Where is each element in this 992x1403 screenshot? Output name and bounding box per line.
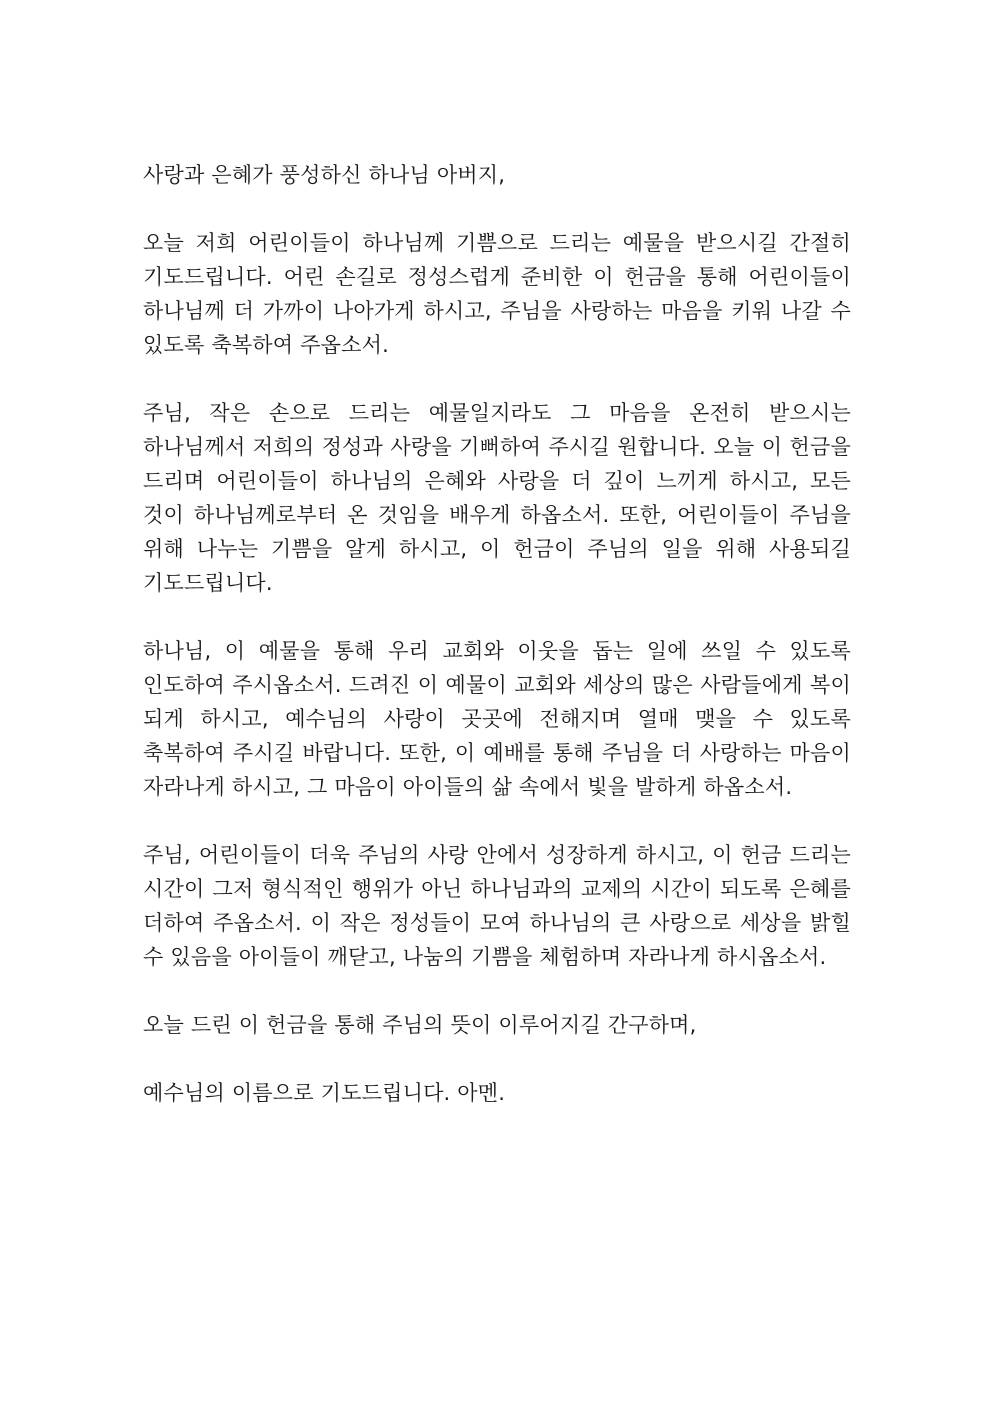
prayer-text-body <box>143 158 851 1144</box>
paragraph-offering-request: 오늘 저희 어린이들이 하나님께 기쁨으로 드리는 예물을 받으시길 간절히 기도드립니다. 어린 손길로 정성스럽게 준비한 이 헌금을 통해 어린이들이 하나님께 더 가까이 나아가게 하시고, 주님을 사랑하는 마음을 키워 나갈 수 있도록 축복하여 주옵소서. <box>143 231 851 357</box>
paragraph-church-neighbors: 하나님, 이 예물을 통해 우리 교회와 이웃을 돕는 일에 쓰일 수 있도록 인도하여 주시옵소서. 드려진 이 예물이 교회와 세상의 많은 사람들에게 복이 되게 하시고, 예수님의 사랑이 곳곳에 전해지며 열매 맺을 수 있도록 축복하여 주시길 바랍니다. 또한, 이 예배를 통해 주님을 더 사랑하는 마음이 자라나게 하시고, 그 마음이 아이들의 삶 속에서 빛을 발하게 하옵소서. <box>143 639 851 799</box>
paragraph-closing-amen: 예수님의 이름으로 기도드립니다. 아멘. <box>143 1081 506 1105</box>
paragraph-supplication: 오늘 드린 이 헌금을 통해 주님의 뜻이 이루어지길 간구하며, <box>143 1013 697 1037</box>
paragraph-small-hands: 주님, 작은 손으로 드리는 예물일지라도 그 마음을 온전히 받으시는 하나님께서 저희의 정성과 사랑을 기뻐하여 주시길 원합니다. 오늘 이 헌금을 드리며 어린이들이 하나님의 은혜와 사랑을 더 깊이 느끼게 하시고, 모든 것이 하나님께로부터 온 것임을 배우게 하옵소서. 또한, 어린이들이 주님을 위해 나누는 기쁨을 알게 하시고, 이 헌금이 주님의 일을 위해 사용되길 기도드립니다. <box>143 401 851 595</box>
paragraph-salutation: 사랑과 은혜가 풍성하신 하나님 아버지, <box>143 163 506 187</box>
paragraph-growth: 주님, 어린이들이 더욱 주님의 사랑 안에서 성장하게 하시고, 이 헌금 드리는 시간이 그저 형식적인 행위가 아닌 하나님과의 교제의 시간이 되도록 은혜를 더하여 주옵소서. 이 작은 정성들이 모여 하나님의 큰 사랑으로 세상을 밝힐 수 있음을 아이들이 깨닫고, 나눔의 기쁨을 체험하며 자라나게 하시옵소서. <box>143 843 851 969</box>
